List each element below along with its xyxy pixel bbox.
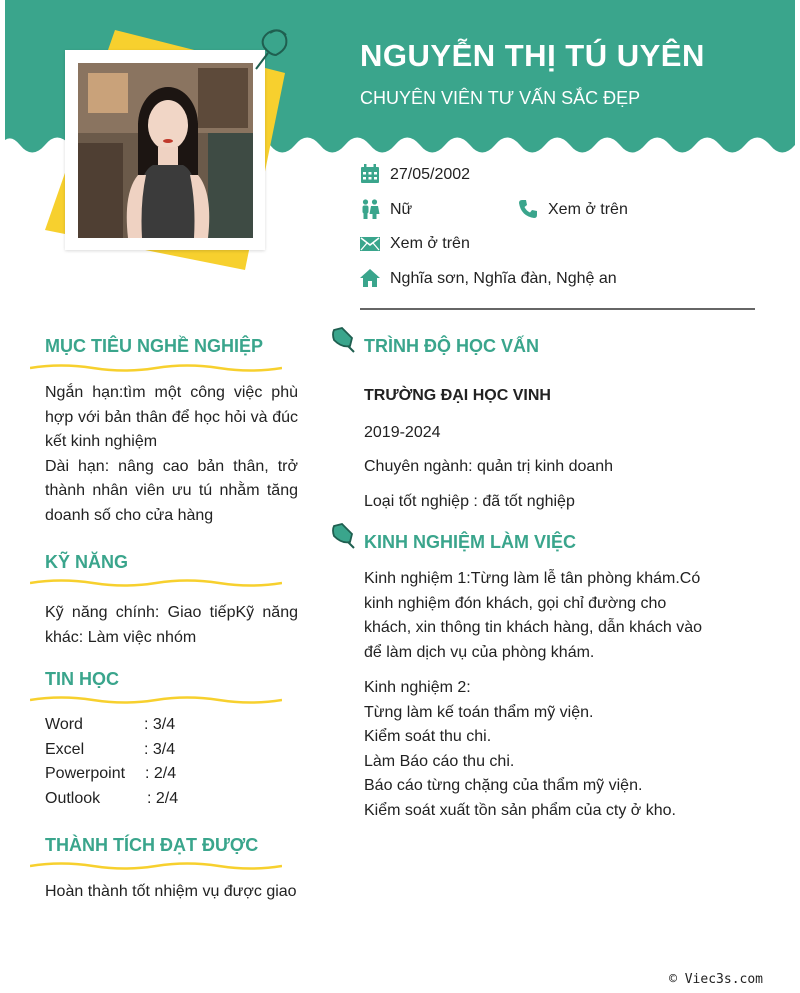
exp2-line: Kinh nghiệm 2: xyxy=(364,679,471,696)
excel-score: : 3/4 xyxy=(144,741,176,758)
exp2-line: Kiểm soát xuất tồn sản phẩm của cty ở kho. xyxy=(364,801,676,819)
calendar-icon xyxy=(360,164,380,184)
pushpin-icon xyxy=(328,522,356,550)
exp1-line: để làm dịch vụ của phòng khám. xyxy=(364,643,595,661)
gender-text: Nữ xyxy=(390,201,413,218)
excel-name: Excel xyxy=(45,741,85,758)
address-text: Nghĩa sơn, Nghĩa đàn, Nghệ an xyxy=(390,270,617,287)
birthday-text: 27/05/2002 xyxy=(390,166,471,183)
word-name: Word xyxy=(45,716,83,733)
exp2-line: Làm Báo cáo thu chi. xyxy=(364,752,515,770)
exp2-line: Từng làm kế toán thẩm mỹ viện. xyxy=(364,703,594,721)
email-text: Xem ở trên xyxy=(390,235,470,252)
phone-text: Xem ở trên xyxy=(548,201,628,218)
achievements-title: THÀNH TÍCH ĐẠT ĐƯỢC xyxy=(45,835,259,855)
outlook-score: : 2/4 xyxy=(147,790,179,807)
job-title: CHUYÊN VIÊN TƯ VẤN SẮC ĐẸP xyxy=(360,88,641,108)
experience-1 xyxy=(364,567,744,665)
powerpoint-score: : 2/4 xyxy=(145,765,177,782)
objective-title: MỤC TIÊU NGHỀ NGHIỆP xyxy=(45,336,264,356)
objective-underline xyxy=(30,362,282,374)
objective-long-term: Dài hạn: nâng cao bản thân, trở thành nhân viên ưu tú nhằm tăng doanh số cho cửa hàng xyxy=(45,457,298,524)
education-years: 2019-2024 xyxy=(364,424,441,441)
contact-divider xyxy=(360,308,755,310)
candidate-name: NGUYỄN THỊ TÚ UYÊN xyxy=(360,38,705,73)
exp2-line: Báo cáo từng chặng của thẩm mỹ viện. xyxy=(364,777,643,794)
word-score: : 3/4 xyxy=(144,716,176,733)
experience-2 xyxy=(364,676,744,823)
skills-title: KỸ NĂNG xyxy=(45,552,129,572)
education-title: TRÌNH ĐỘ HỌC VẤN xyxy=(364,336,539,356)
computer-title: TIN HỌC xyxy=(45,669,119,689)
footer-watermark: © Viec3s.com xyxy=(669,972,763,987)
outlook-name: Outlook xyxy=(45,790,101,807)
objective-short-term: Ngắn hạn:tìm một công việc phù hợp với bản thân để học hỏi và đúc kết kinh nghiệm xyxy=(45,384,298,450)
email-icon xyxy=(360,234,380,254)
profile-photo xyxy=(78,63,253,238)
school-name: TRƯỜNG ĐẠI HỌC VINH xyxy=(364,387,551,404)
exp1-line: kinh nghiệm đón khách, gọi chỉ đường cho xyxy=(364,594,667,612)
experience-title: KINH NGHIỆM LÀM VIỆC xyxy=(364,532,577,552)
education-grade: Loại tốt nghiệp : đã tốt nghiệp xyxy=(364,493,575,510)
pushpin-icon xyxy=(328,326,356,354)
skills-text: Kỹ năng chính: Giao tiếpKỹ năng khác: Làm việc nhóm xyxy=(45,604,298,646)
phone-icon xyxy=(518,199,538,219)
exp2-line: Kiểm soát thu chi. xyxy=(364,728,492,745)
gender-icon xyxy=(360,199,380,219)
achievements-underline xyxy=(30,860,282,872)
pin-icon xyxy=(250,25,292,73)
exp1-line: Kinh nghiệm 1:Từng làm lễ tân phòng khám.Có xyxy=(364,570,701,587)
computer-underline xyxy=(30,694,282,706)
achievements-text: Hoàn thành tốt nhiệm vụ được giao xyxy=(45,883,297,900)
home-icon xyxy=(360,268,380,288)
powerpoint-name: Powerpoint xyxy=(45,765,126,782)
education-major: Chuyên ngành: quản trị kinh doanh xyxy=(364,458,614,475)
skills-underline xyxy=(30,577,282,589)
objective-text xyxy=(45,381,298,528)
exp1-line: khách, xin thông tin khách hàng, dẫn khách vào xyxy=(364,619,703,636)
